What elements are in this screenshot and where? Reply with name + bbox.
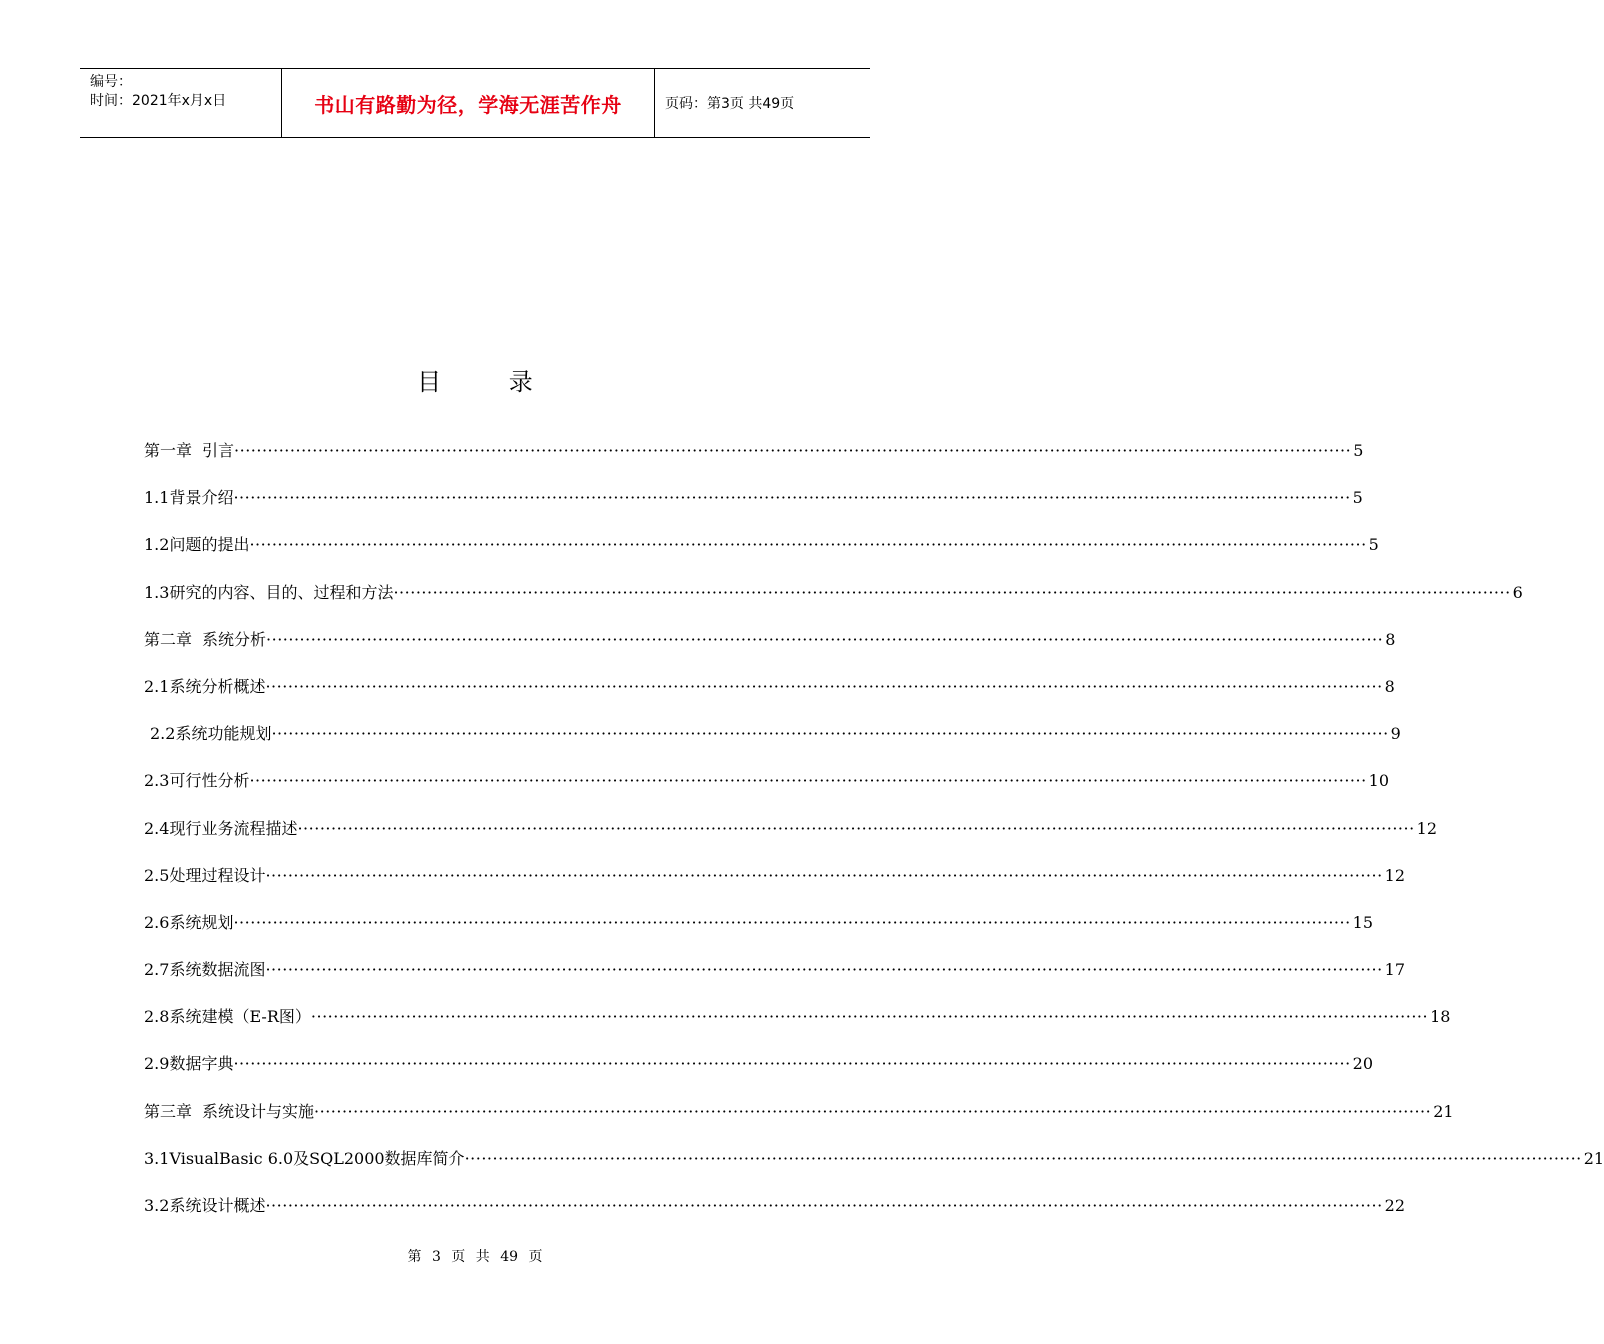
toc-dot-leader: ········································································································································································································ (265, 865, 1383, 885)
toc-page-number: 21 (1583, 1148, 1604, 1168)
toc-page-number: 12 (1384, 865, 1406, 885)
toc-dot-leader: ········································································································································································································ (265, 960, 1383, 980)
toc-page-number: 5 (1368, 535, 1379, 555)
toc-section-number: 1.3 (144, 582, 170, 602)
toc-entry[interactable] (144, 762, 1390, 809)
header-meta (80, 69, 282, 137)
toc-section-number: 2.9 (144, 1054, 170, 1074)
toc-page-number: 18 (1430, 1007, 1451, 1027)
toc-entry[interactable] (144, 526, 1379, 573)
toc-dot-leader: ········································································································································································································ (233, 1054, 1351, 1074)
toc-entry[interactable] (144, 1187, 1406, 1234)
toc-entry-title: 系统功能规划 (175, 724, 272, 744)
toc-entry[interactable] (144, 857, 1406, 904)
toc-entry[interactable] (144, 574, 1523, 621)
toc-page-number: 22 (1384, 1196, 1406, 1215)
toc-entry-title: 系统分析概述 (169, 676, 266, 696)
toc-chapter-label: 第二章 (144, 629, 193, 649)
toc-page-number: 12 (1416, 818, 1438, 838)
toc-entry-title: 现行业务流程描述 (169, 818, 298, 838)
table-of-contents (144, 432, 1604, 1234)
toc-entry-title: 系统建模（E-R图） (169, 1007, 311, 1027)
toc-page-number: 8 (1385, 629, 1396, 649)
toc-page-number: 5 (1353, 441, 1364, 460)
toc-page-number: 21 (1433, 1101, 1454, 1121)
toc-page-number: 17 (1384, 960, 1406, 980)
toc-entry-title: 系统分析 (202, 629, 267, 649)
toc-dot-leader: ········································································································································································································ (314, 1101, 1432, 1121)
toc-section-number: 2.4 (144, 818, 170, 838)
toc-entry-title: 问题的提出 (169, 535, 250, 555)
toc-dot-leader: ········································································································································································································ (271, 724, 1389, 744)
toc-section-number: 1.2 (144, 535, 170, 555)
toc-dot-leader: ········································································································································································································ (310, 1007, 1429, 1027)
toc-entry-title: 系统规划 (169, 912, 234, 932)
toc-section-number: 2.8 (144, 1007, 170, 1027)
toc-entry[interactable] (144, 1093, 1454, 1140)
serial-label: 编号： (90, 74, 132, 90)
toc-entry[interactable] (144, 998, 1451, 1045)
toc-section-number: 1.1 (144, 488, 170, 508)
toc-dot-leader: ········································································································································································································ (297, 818, 1415, 838)
header-page-info: 页码：第3页 共49页 (665, 96, 795, 112)
toc-entry-title: 系统数据流图 (169, 960, 266, 980)
toc-entry-title: 系统设计概述 (169, 1196, 266, 1215)
toc-entry-title: 处理过程设计 (169, 865, 266, 885)
toc-section-number: 3.2 (144, 1196, 170, 1215)
toc-entry-title: 数据字典 (169, 1054, 234, 1074)
toc-entry-title: VisualBasic 6.0及SQL2000数据库简介 (169, 1148, 465, 1168)
toc-entry[interactable] (144, 904, 1374, 951)
toc-title: 目 录 (417, 368, 563, 396)
header-motto: 书山有路勤为径，学海无涯苦作舟 (282, 69, 655, 137)
toc-entry[interactable] (144, 715, 1401, 762)
page-header (80, 68, 870, 138)
toc-entry-title: 研究的内容、目的、过程和方法 (169, 582, 394, 602)
toc-page-number: 8 (1384, 676, 1395, 696)
toc-entry-title: 引言 (202, 441, 235, 460)
toc-entry[interactable] (144, 951, 1406, 998)
time-label: 时间：2021年x月x日 (90, 93, 227, 109)
toc-dot-leader: ········································································································································································································ (266, 629, 1384, 649)
toc-chapter-label: 第一章 (144, 441, 193, 460)
page-footer: 第 3 页 共 49 页 (407, 1249, 543, 1265)
toc-entry[interactable] (144, 1140, 1604, 1187)
toc-entry[interactable] (144, 621, 1396, 668)
toc-page-number: 6 (1512, 582, 1523, 602)
toc-dot-leader: ········································································································································································································ (393, 582, 1511, 602)
toc-entry[interactable] (144, 810, 1438, 857)
toc-chapter-label: 第三章 (144, 1101, 193, 1121)
toc-dot-leader: ········································································································································································································ (249, 771, 1367, 791)
toc-entry[interactable] (144, 432, 1364, 479)
toc-section-number: 2.3 (144, 771, 170, 791)
toc-section-number: 2.1 (144, 676, 170, 696)
toc-entry[interactable] (144, 1045, 1374, 1092)
toc-entry[interactable] (144, 479, 1363, 526)
toc-section-number: 2.6 (144, 912, 170, 932)
toc-dot-leader: ········································································································································································································ (234, 441, 1352, 460)
toc-page-number: 20 (1352, 1054, 1374, 1074)
toc-dot-leader: ········································································································································································································ (464, 1148, 1582, 1168)
toc-page-number: 9 (1390, 724, 1401, 744)
toc-entry-title: 系统设计与实施 (202, 1101, 315, 1121)
toc-section-number: 2.5 (144, 865, 170, 885)
toc-section-number: 2.7 (144, 960, 170, 980)
toc-entry[interactable] (144, 668, 1395, 715)
toc-page-number: 15 (1352, 912, 1374, 932)
toc-dot-leader: ········································································································································································································ (233, 488, 1351, 508)
toc-dot-leader: ········································································································································································································ (249, 535, 1367, 555)
toc-page-number: 5 (1352, 488, 1363, 508)
toc-dot-leader: ········································································································································································································ (265, 1196, 1383, 1215)
toc-dot-leader: ········································································································································································································ (265, 676, 1383, 696)
toc-entry-title: 背景介绍 (169, 488, 234, 508)
toc-page-number: 10 (1368, 771, 1390, 791)
toc-section-number: 3.1 (144, 1148, 170, 1168)
toc-section-number: 2.2 (150, 724, 176, 744)
toc-entry-title: 可行性分析 (169, 771, 250, 791)
toc-dot-leader: ········································································································································································································ (233, 912, 1351, 932)
